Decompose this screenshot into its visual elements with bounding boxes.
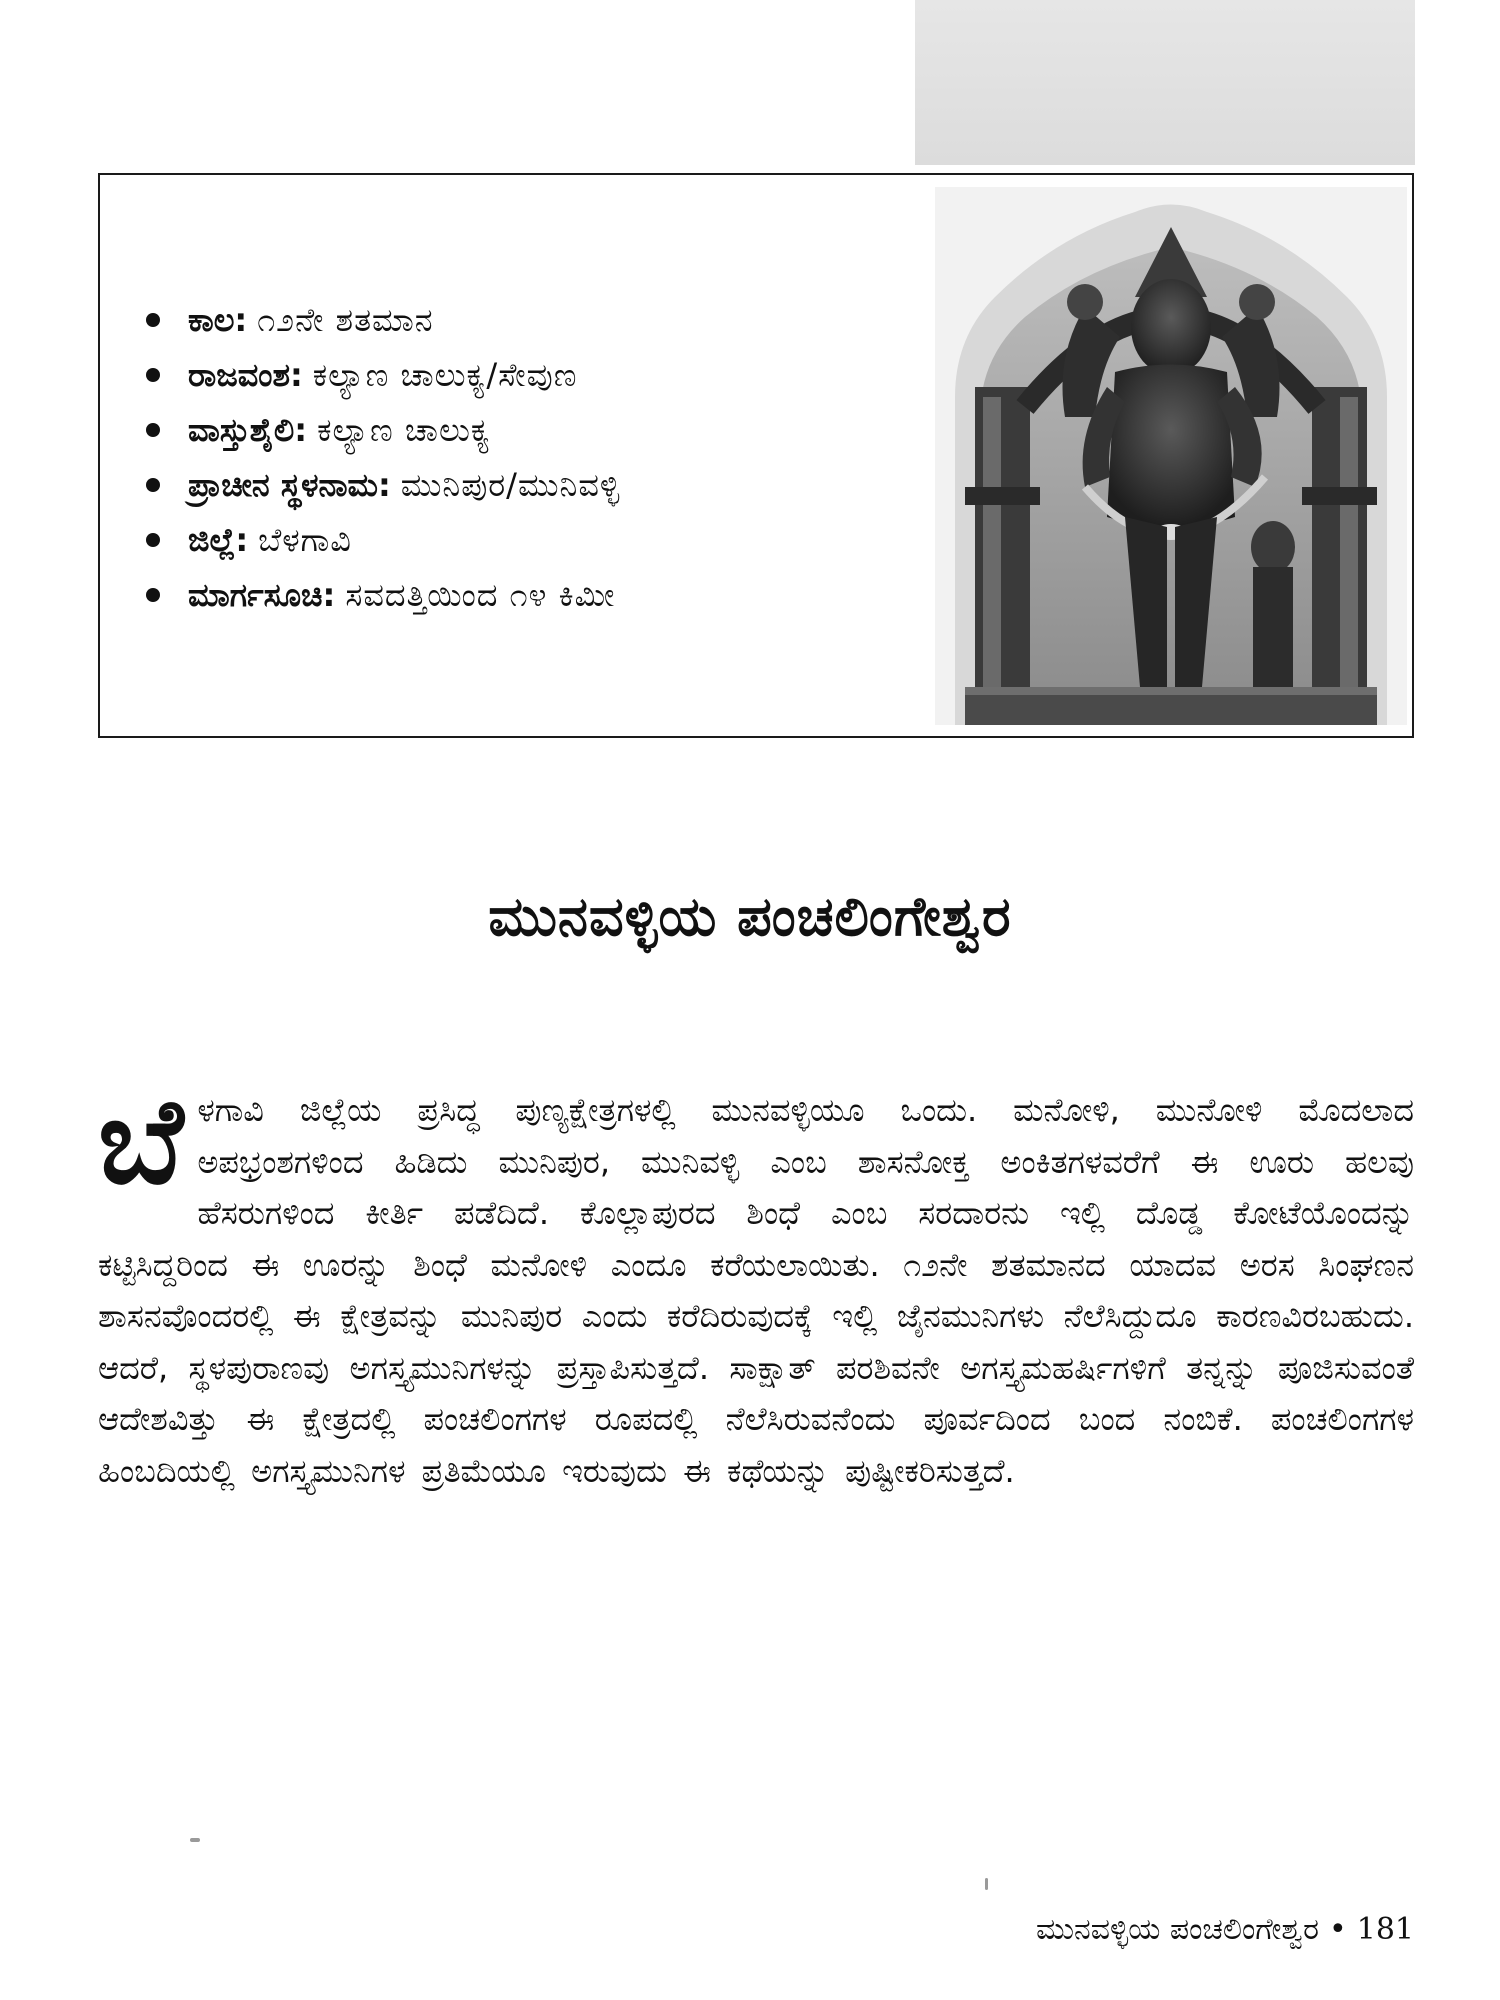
- scan-speck: [985, 1878, 988, 1890]
- fact-key: ಮಾರ್ಗಸೂಚಿ:: [188, 576, 336, 614]
- article-body: [98, 1072, 1414, 1497]
- fact-value: ಕಲ್ಯಾಣ ಚಾಲುಕ್ಯ/ಸೇವುಣ: [312, 356, 578, 394]
- fact-item-ancient-name: [140, 458, 620, 513]
- fact-item-district: [140, 513, 620, 568]
- fact-key: ಕಾಲ:: [188, 301, 248, 339]
- fact-value: ೧೨ನೇ ಶತಮಾನ: [257, 301, 434, 339]
- bullet-icon: [146, 313, 160, 327]
- page-footer: [1036, 1912, 1414, 1947]
- bullet-icon: [146, 368, 160, 382]
- fact-item-style: [140, 403, 620, 458]
- fact-key: ಪ್ರಾಚೀನ ಸ್ಥಳನಾಮ:: [188, 466, 391, 504]
- fact-item-route: [140, 568, 620, 623]
- fact-value: ಸವದತ್ತಿಯಿಂದ ೧೪ ಕಿಮೀ: [345, 576, 616, 614]
- fact-key: ಜಿಲ್ಲೆ:: [188, 521, 249, 559]
- info-box: [98, 173, 1414, 738]
- fact-value: ಕಲ್ಯಾಣ ಚಾಲುಕ್ಯ: [317, 411, 491, 449]
- fact-key: ರಾಜವಂಶ:: [188, 356, 303, 394]
- footer-separator: •: [1329, 1912, 1347, 1947]
- bullet-icon: [146, 423, 160, 437]
- bullet-icon: [146, 478, 160, 492]
- drop-cap: ಬೆ: [98, 1072, 184, 1210]
- fact-item-dynasty: [140, 348, 620, 403]
- page-number: 181: [1356, 1912, 1414, 1947]
- body-paragraph: ಳಗಾವಿ ಜಿಲ್ಲೆಯ ಪ್ರಸಿದ್ಧ ಪುಣ್ಯಕ್ಷೇತ್ರಗಳಲ್ಲಿ ಮುನವಳ್ಳಿಯೂ ಒಂದು. ಮನೋಳಿ, ಮುನೋಳಿ ಮೊದಲಾದ ಅಪಭ್ರಂಶಗಳಿಂದ ಹಿಡಿದು ಮುನಿಪುರ, ಮುನಿವಳ್ಳಿ ಎಂಬ ಶಾಸನೋಕ್ತ ಅಂಕಿತಗಳವರೆಗೆ ಈ ಊರು ಹಲವು ಹೆಸರುಗಳಿಂದ ಕೀರ್ತಿ ಪಡೆದಿದೆ. ಕೊಲ್ಲಾಪುರದ ಶಿಂಧೆ ಎಂಬ ಸರದಾರನು ಇಲ್ಲಿ ದೊಡ್ಡ ಕೋಟೆಯೊಂದನ್ನು ಕಟ್ಟಿಸಿದ್ದರಿಂದ ಈ ಊರನ್ನು ಶಿಂಧೆ ಮನೋಳಿ ಎಂದೂ ಕರೆಯಲಾಯಿತು. ೧೨ನೇ ಶತಮಾನದ ಯಾದವ ಅರಸ ಸಿಂಘಣನ ಶಾಸನವೊಂದರಲ್ಲಿ ಈ ಕ್ಷೇತ್ರವನ್ನು ಮುನಿಪುರ ಎಂದು ಕರೆದಿರುವುದಕ್ಕೆ ಇಲ್ಲಿ ಜೈನಮುನಿಗಳು ನೆಲೆಸಿದ್ದುದೂ ಕಾರಣವಿರಬಹುದು. ಆದರೆ, ಸ್ಥಳಪುರಾಣವು ಅಗಸ್ತ್ಯಮುನಿಗಳನ್ನು ಪ್ರಸ್ತಾಪಿಸುತ್ತದೆ. ಸಾಕ್ಷಾತ್ ಪರಶಿವನೇ ಅಗಸ್ತ್ಯಮಹರ್ಷಿಗಳಿಗೆ ತನ್ನನ್ನು ಪೂಜಿಸುವಂತೆ ಆದೇಶವಿತ್ತು ಈ ಕ್ಷೇತ್ರದಲ್ಲಿ ಪಂಚಲಿಂಗಗಳ ರೂಪದಲ್ಲಿ ನೆಲೆಸಿರುವನೆಂದು ಪೂರ್ವದಿಂದ ಬಂದ ನಂಬಿಕೆ. ಪಂಚಲಿಂಗಗಳ ಹಿಂಬದಿಯಲ್ಲಿ ಅಗಸ್ತ್ಯಮುನಿಗಳ ಪ್ರತಿಮೆಯೂ ಇರುವುದು ಈ ಕಥೆಯನ್ನು ಪುಷ್ಟೀಕರಿಸುತ್ತದೆ.: [98, 1091, 1414, 1490]
- facts-list: [140, 293, 620, 623]
- fact-value: ಬೆಳಗಾವಿ: [258, 521, 352, 559]
- scan-speck: [190, 1838, 200, 1842]
- page-title: ಮುನವಳ್ಳಿಯ ಪಂಚಲಿಂಗೇಶ್ವರ: [488, 885, 1012, 948]
- top-gray-band: [915, 0, 1415, 165]
- bullet-icon: [146, 533, 160, 547]
- running-title: ಮುನವಳ್ಳಿಯ ಪಂಚಲಿಂಗೇಶ್ವರ: [1035, 1912, 1320, 1947]
- sculpture-image: [935, 187, 1407, 725]
- sculpture-photo: [935, 187, 1407, 725]
- fact-item-period: [140, 293, 620, 348]
- fact-key: ವಾಸ್ತುಶೈಲಿ:: [188, 411, 308, 449]
- fact-value: ಮುನಿಪುರ/ಮುನಿವಳ್ಳಿ: [400, 466, 621, 504]
- bullet-icon: [146, 588, 160, 602]
